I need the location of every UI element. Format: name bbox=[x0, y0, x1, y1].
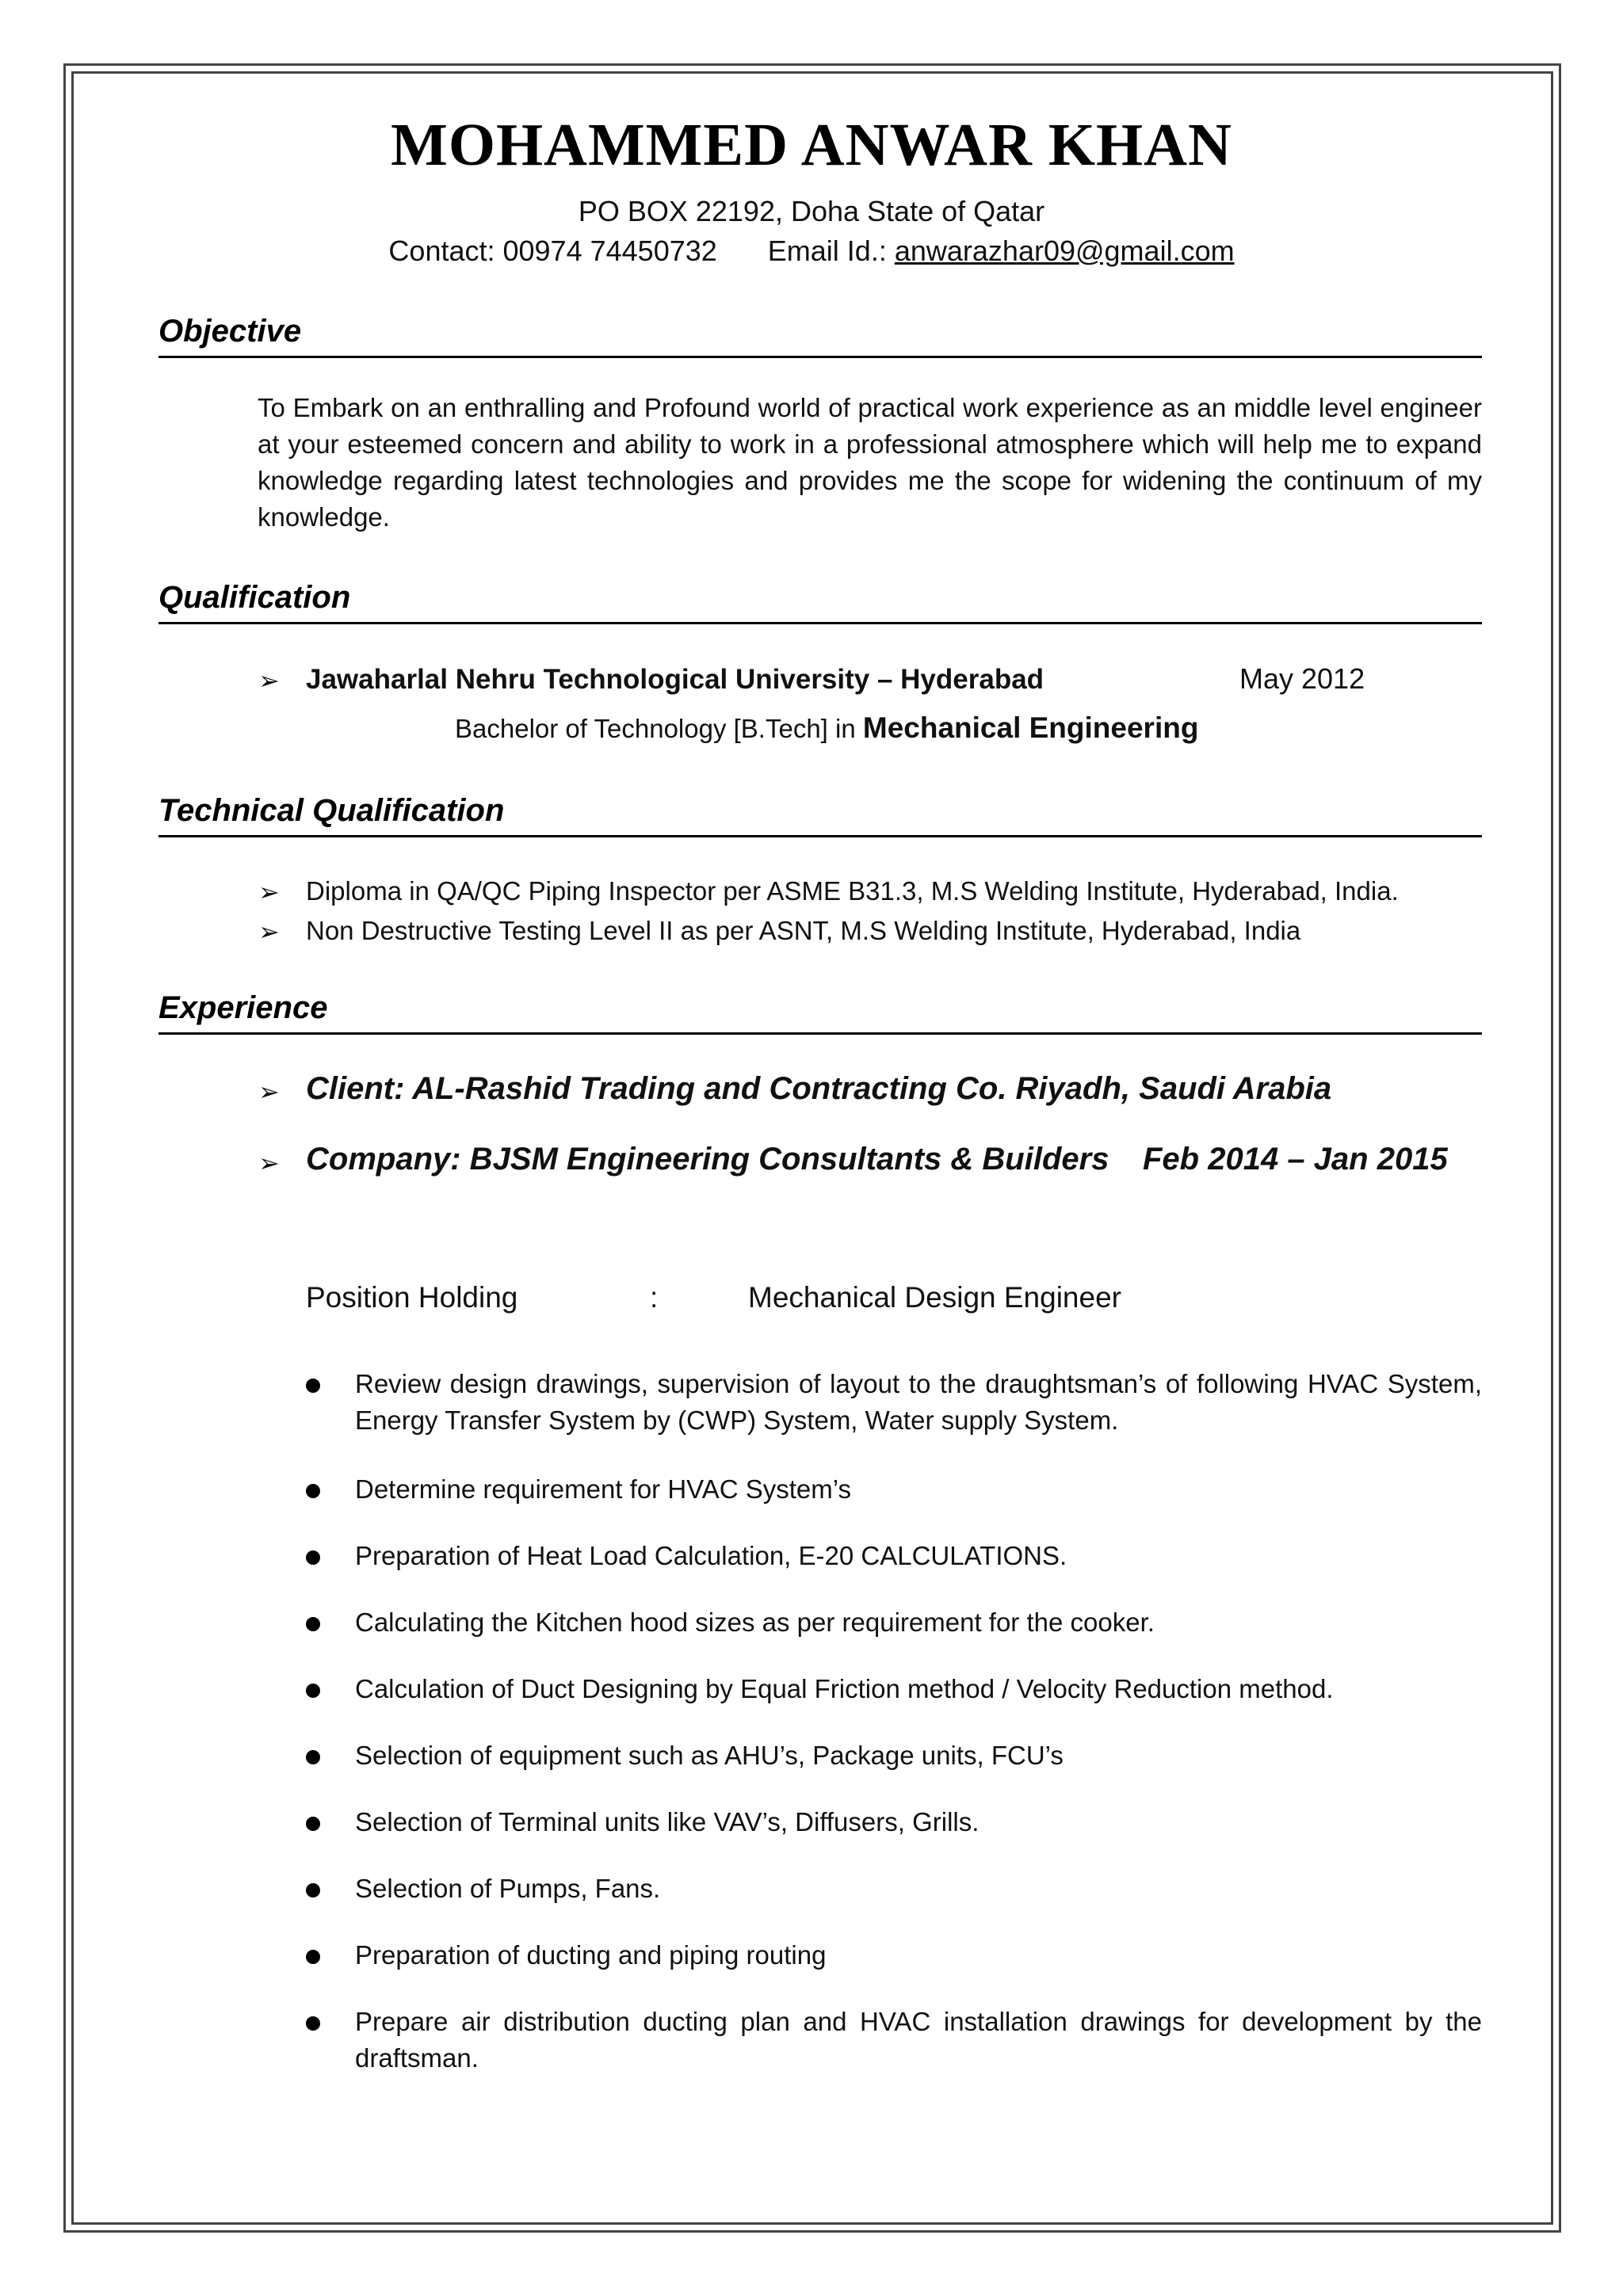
university-name: Jawaharlal Nehru Technological University – Hyderabad bbox=[306, 664, 1044, 695]
degree-field: Mechanical Engineering bbox=[862, 711, 1199, 744]
duty-item: Prepare air distribution ducting plan and HVAC installation drawings for development by the draftsman. bbox=[355, 2007, 1482, 2073]
bullet-dot-icon bbox=[306, 1950, 320, 1964]
arrow-bullet-icon: ➢ bbox=[258, 1077, 280, 1106]
duty-item: Review design drawings, supervision of layout to the draughtsman’s of following HVAC System, Energy Transfer System by (CWP) System, Water supply System. bbox=[355, 1369, 1482, 1435]
experience-heading: Experience bbox=[158, 990, 328, 1025]
objective-text: To Embark on an enthralling and Profound world of practical work experience as an middle level engineer at your esteemed concern and ability to work in a professional atmosphere which will help me to expand knowledge regarding latest technologies and provides me the scope for widening the continuum of my knowledge. bbox=[258, 393, 1482, 532]
bullet-dot-icon bbox=[306, 1883, 320, 1897]
technical-item: Non Destructive Testing Level II as per ASNT, M.S Welding Institute, Hyderabad, India bbox=[306, 916, 1301, 945]
bullet-dot-icon bbox=[306, 1484, 320, 1498]
graduation-date: May 2012 bbox=[1239, 662, 1365, 695]
position-value: Mechanical Design Engineer bbox=[748, 1281, 1121, 1314]
duty-item: Calculating the Kitchen hood sizes as per requirement for the cooker. bbox=[355, 1608, 1155, 1637]
client-line: Client: AL-Rashid Trading and Contracting Co. Riyadh, Saudi Arabia bbox=[306, 1071, 1332, 1106]
email-link[interactable]: anwarazhar09@gmail.com bbox=[894, 235, 1235, 267]
contact-phone: Contact: 00974 74450732 bbox=[388, 235, 717, 267]
duty-item: Preparation of ducting and piping routing bbox=[355, 1940, 827, 1970]
candidate-name: MOHAMMED ANWAR KHAN bbox=[391, 112, 1232, 178]
technical-divider bbox=[158, 835, 1482, 837]
duty-item: Selection of Pumps, Fans. bbox=[355, 1874, 661, 1903]
arrow-bullet-icon: ➢ bbox=[258, 917, 280, 946]
employment-period: Feb 2014 – Jan 2015 bbox=[1143, 1142, 1448, 1177]
arrow-bullet-icon: ➢ bbox=[258, 666, 280, 695]
bullet-dot-icon bbox=[306, 1550, 320, 1565]
duty-item: Selection of Terminal units like VAV’s, Diffusers, Grills. bbox=[355, 1807, 980, 1836]
arrow-bullet-icon: ➢ bbox=[258, 878, 280, 906]
position-separator: : bbox=[650, 1281, 659, 1314]
duty-item: Selection of equipment such as AHU’s, Package units, FCU’s bbox=[355, 1741, 1064, 1770]
degree-line bbox=[455, 711, 1198, 745]
contact-line bbox=[0, 235, 1623, 268]
email-label: Email Id.: bbox=[767, 235, 887, 267]
bullet-dot-icon bbox=[306, 1817, 320, 1831]
degree-prefix: Bachelor of Technology [B.Tech] in bbox=[455, 714, 856, 743]
company-line: Company: BJSM Engineering Consultants & Builders bbox=[306, 1142, 1109, 1177]
technical-item: Diploma in QA/QC Piping Inspector per ASME B31.3, M.S Welding Institute, Hyderabad, India. bbox=[306, 876, 1399, 906]
technical-heading: Technical Qualification bbox=[158, 793, 505, 828]
bullet-dot-icon bbox=[306, 1617, 320, 1631]
bullet-dot-icon bbox=[306, 1750, 320, 1764]
bullet-dot-icon bbox=[306, 1684, 320, 1698]
duty-item: Preparation of Heat Load Calculation, E-20 CALCULATIONS. bbox=[355, 1541, 1067, 1570]
experience-divider bbox=[158, 1032, 1482, 1035]
qualification-heading: Qualification bbox=[158, 580, 351, 615]
duty-item: Determine requirement for HVAC System’s bbox=[355, 1474, 851, 1504]
duty-item: Calculation of Duct Designing by Equal Friction method / Velocity Reduction method. bbox=[355, 1674, 1334, 1703]
objective-divider bbox=[158, 356, 1482, 358]
address-line: PO BOX 22192, Doha State of Qatar bbox=[578, 195, 1045, 227]
position-label: Position Holding bbox=[306, 1281, 518, 1314]
arrow-bullet-icon: ➢ bbox=[258, 1149, 280, 1177]
bullet-dot-icon bbox=[306, 2016, 320, 2031]
bullet-dot-icon bbox=[306, 1379, 320, 1393]
objective-heading: Objective bbox=[158, 314, 302, 349]
qualification-divider bbox=[158, 622, 1482, 624]
